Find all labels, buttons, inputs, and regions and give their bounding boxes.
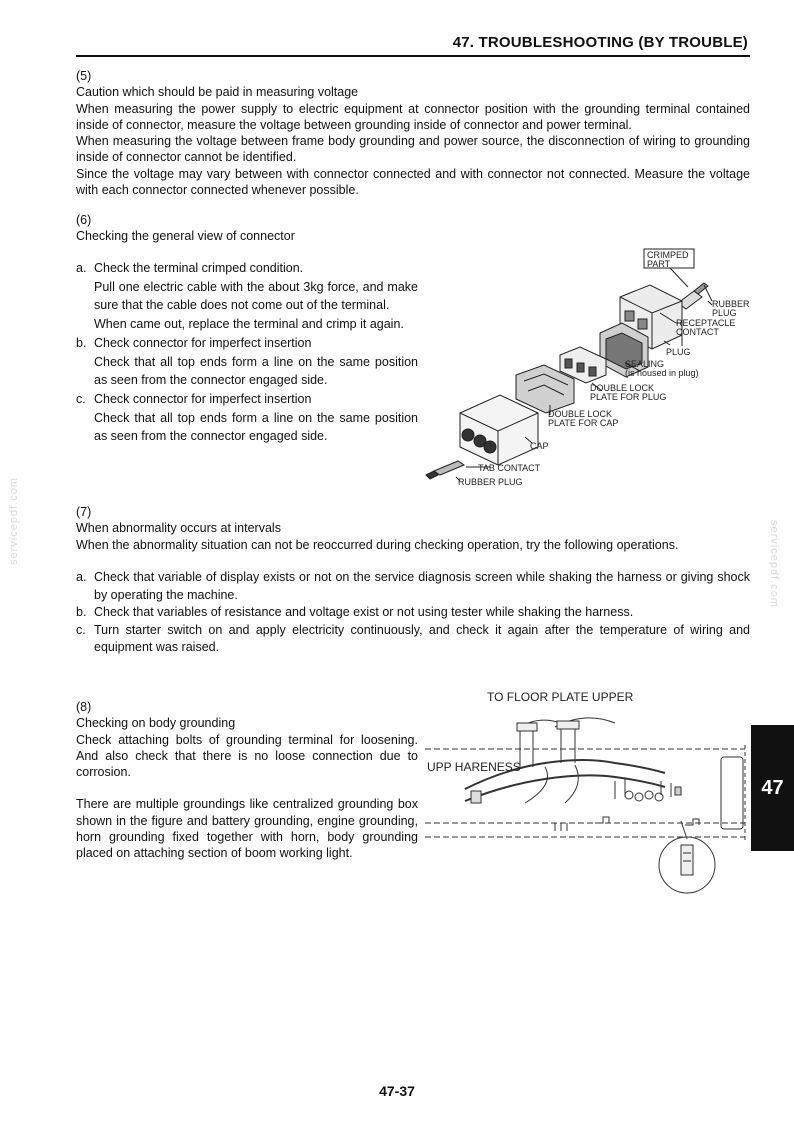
page-number: 47-37 bbox=[379, 1083, 415, 1099]
list-item-detail: Check that all top ends form a line on the same position as seen from the connector engaged side. bbox=[94, 410, 418, 444]
section-8-title: Checking on body grounding bbox=[76, 716, 236, 731]
watermark-left: servicepdf.com bbox=[8, 477, 20, 565]
section-6-heading bbox=[76, 212, 750, 245]
label-tab-contact: TAB CONTACT bbox=[478, 463, 541, 473]
list-item-text: Check the terminal crimped condition. bbox=[94, 261, 304, 275]
label-double-lock-cap-1: DOUBLE LOCK bbox=[548, 409, 613, 419]
list-item-detail: Pull one electric cable with the about 3kg force, and make sure that the cable does not come out of the terminal. bbox=[94, 279, 418, 313]
list-item-text: Check that variables of resistance and voltage exist or not using tester while shaking the harness. bbox=[94, 605, 634, 619]
label-receptacle-contact-1: RECEPTACLE bbox=[676, 318, 736, 328]
section-6-title: Checking the general view of connector bbox=[76, 229, 295, 244]
label-double-lock-plug-1: DOUBLE LOCK bbox=[590, 383, 655, 393]
label-rubber-plug-bottom: RUBBER PLUG bbox=[458, 477, 523, 487]
section-6-list bbox=[76, 259, 418, 446]
label-cap: CAP bbox=[530, 441, 549, 451]
label-upp-hareness: UPP HARENESS bbox=[427, 760, 521, 774]
section-7-list bbox=[76, 569, 750, 657]
section-5-paragraph-2: When measuring the voltage between frame body grounding and power source, the disconnection of wiring to grounding inside of connector cannot be identified. bbox=[76, 134, 750, 165]
list-item bbox=[76, 334, 418, 390]
list-item bbox=[76, 390, 418, 446]
section-5-paragraph-1: When measuring the power supply to electric equipment at connector position with the grounding terminal contained inside of connector, measure the voltage between grounding inside of connector and power terminal. bbox=[76, 101, 750, 132]
label-sealing-2: (is housed in plug) bbox=[625, 368, 699, 378]
label-sealing-1: SEALING bbox=[625, 359, 665, 369]
chapter-side-tab: 47 bbox=[751, 725, 794, 851]
section-8-paragraph-2: There are multiple groundings like centralized grounding box shown in the figure and battery grounding, engine grounding, horn grounding fixed together with horn, body grounding placed on attaching section of boom working light. bbox=[76, 797, 418, 861]
list-marker: a. bbox=[76, 570, 87, 584]
grounding-harness-figure bbox=[425, 685, 750, 895]
list-marker: c. bbox=[76, 391, 86, 406]
section-7 bbox=[76, 504, 750, 553]
connector-exploded-figure bbox=[420, 245, 760, 495]
section-8-paragraph-1: Check attaching bolts of grounding terminal for loosening. And also check that there is no loose connection due to corrosion. bbox=[76, 732, 418, 780]
list-marker: b. bbox=[76, 605, 87, 619]
section-6-number: (6) bbox=[76, 213, 92, 227]
label-plug: PLUG bbox=[666, 347, 691, 357]
list-item-text: Check connector for imperfect insertion bbox=[94, 335, 312, 350]
section-7-number: (7) bbox=[76, 505, 92, 519]
label-crimped-part-2: PART bbox=[647, 259, 671, 269]
list-item-text: Check connector for imperfect insertion bbox=[94, 391, 312, 406]
section-8-number: (8) bbox=[76, 700, 92, 714]
header-rule bbox=[76, 55, 750, 57]
label-rubber-plug-2: PLUG bbox=[712, 308, 737, 318]
section-5-title: Caution which should be paid in measuring voltage bbox=[76, 85, 359, 100]
section-8 bbox=[76, 699, 418, 862]
list-marker: b. bbox=[76, 335, 87, 350]
label-rubber-plug-1: RUBBER bbox=[712, 299, 750, 309]
list-item-detail: When came out, replace the terminal and crimp it again. bbox=[94, 317, 404, 332]
list-item bbox=[76, 259, 418, 334]
watermark-right: servicepdf.com bbox=[768, 520, 780, 608]
section-7-intro: When the abnormality situation can not be reoccurred during checking operation, try the following operations. bbox=[76, 537, 679, 552]
list-item bbox=[76, 622, 750, 657]
list-item bbox=[76, 604, 750, 622]
label-to-floor-plate-upper: TO FLOOR PLATE UPPER bbox=[487, 690, 634, 704]
section-5-number: (5) bbox=[76, 69, 92, 83]
list-item bbox=[76, 569, 750, 604]
list-marker: c. bbox=[76, 622, 86, 637]
list-item-text: Turn starter switch on and apply electricity continuously, and check it again after the temperature of wiring and equipment was raised. bbox=[94, 622, 750, 654]
list-item-detail: Check that all top ends form a line on the same position as seen from the connector engaged side. bbox=[94, 354, 418, 388]
list-marker: a. bbox=[76, 261, 87, 275]
page-header-title: 47. TROUBLESHOOTING (BY TROUBLE) bbox=[452, 34, 748, 51]
section-7-title: When abnormality occurs at intervals bbox=[76, 521, 281, 536]
label-double-lock-cap-2: PLATE FOR CAP bbox=[548, 418, 619, 428]
list-item-text: Check that variable of display exists or not on the service diagnosis screen while shaking the harness or giving shock by operating the machine. bbox=[94, 570, 750, 602]
label-receptacle-contact-2: CONTACT bbox=[676, 327, 719, 337]
section-5-paragraph-3: Since the voltage may vary between with connector connected and with connector not connected. Measure the voltage with each connector connected whenever possible. bbox=[76, 166, 750, 198]
label-double-lock-plug-2: PLATE FOR PLUG bbox=[590, 392, 667, 402]
section-5 bbox=[76, 68, 750, 198]
label-crimped-part-1: CRIMPED bbox=[647, 250, 689, 260]
